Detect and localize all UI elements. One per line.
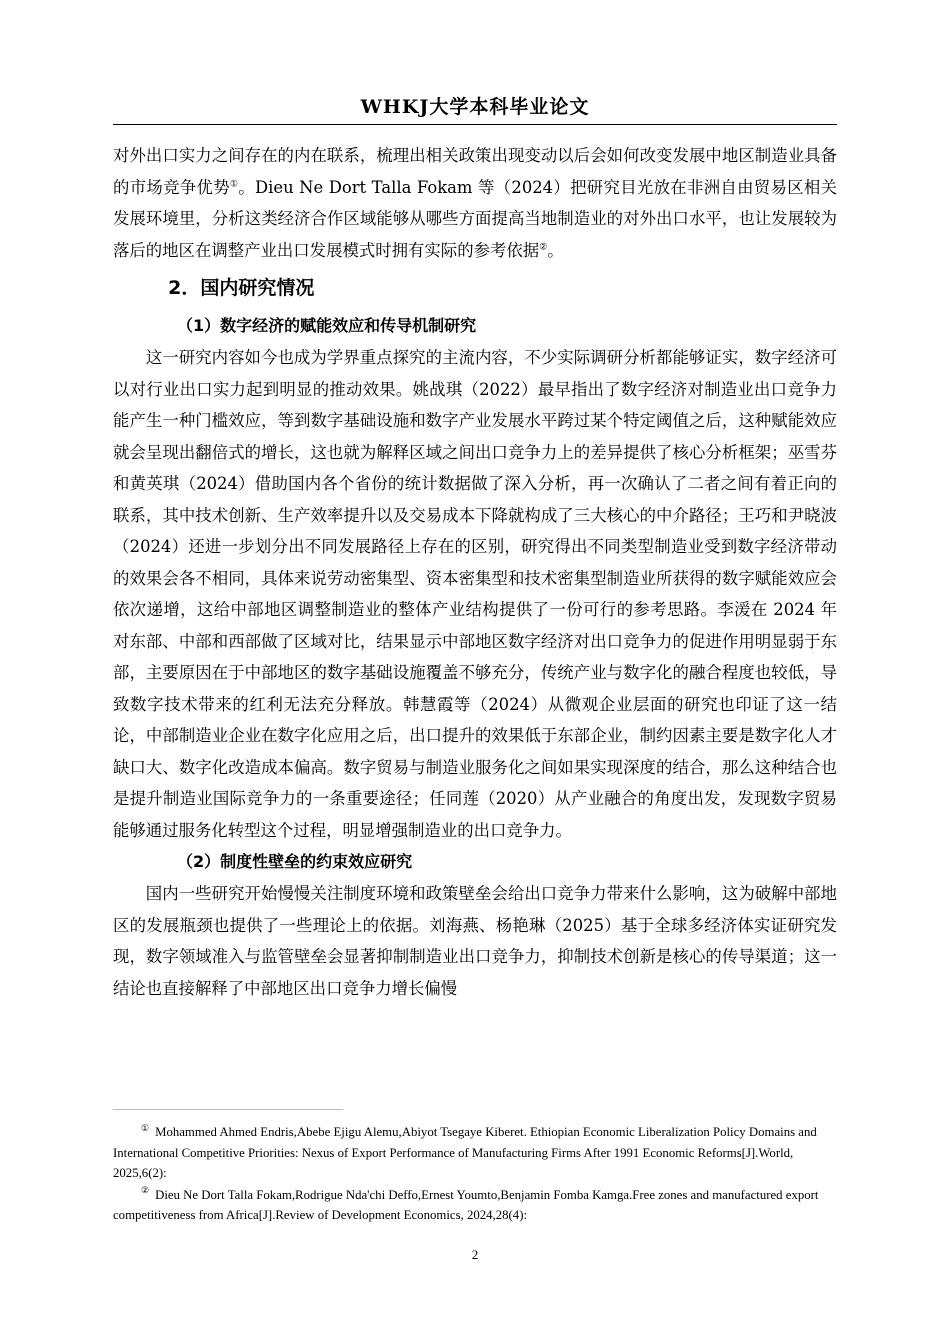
subsection-heading-2: （2）制度性壁垒的约束效应研究 (177, 852, 413, 871)
footnote-ref-2[interactable]: ② (539, 242, 548, 253)
footnote-divider (113, 1109, 343, 1110)
paragraph-text: 。 (547, 240, 564, 260)
subsection-1-paragraph: 这一研究内容如今也成为学界重点探究的主流内容，不少实际调研分析都能够证实，数字经济可以对行业出口实力起到明显的推动效果。姚战琪（2022）最早指出了数字经济对制造业出口竞争力能产生一种门槛效应，等到数字基础设施和数字产业发展水平跨过某个特定阈值之后，这种赋能效应就会呈现出翻倍式的增长，这也就为解释区域之间出口竞争力上的差异提供了核心分析框架；巫雪芬和黄英琪（2024）借助国内各个省份的统计数据做了深入分析，再一次确认了二者之间有着正向的联系，其中技术创新、生产效率提升以及交易成本下降就构成了三大核心的中介路径；王巧和尹晓波（2024）还进一步划分出不同发展路径上存在的区别，研究得出不同类型制造业受到数字经济带动的效果会各不相同，具体来说劳动密集型、资本密集型和技术密集型制造业所获得的数字赋能效应会依次递增，这给中部地区调整制造业的整体产业结构提供了一份可行的参考思路。李湲在 2024 年对东部、中部和西部做了区域对比，结果显示中部地区数字经济对出口竞争力的促进作用明显弱于东部，主要原因在于中部地区的数字基础设施覆盖不够充分，传统产业与数字化的融合程度也较低，导致数字技术带来的红利无法充分释放。韩慧霞等（2024）从微观企业层面的研究也印证了这一结论，中部制造业企业在数字化应用之后，出口提升的效果低于东部企业，制约因素主要是数字化人才缺口大、数字化改造成本偏高。数字贸易与制造业服务化之间如果实现深度的结合，那么这种结合也是提升制造业国际竞争力的一条重要途径；任同莲（2020）从产业融合的角度出发，发现数字贸易能够通过服务化转型这个过程，明显增强制造业的出口竞争力。 (113, 348, 837, 840)
footnote-text-2: Dieu Ne Dort Talla Fokam,Rodrigue Nda'chi Deffo,Ernest Youmto,Benjamin Fomba Kamga.Free zones and manufactured export competitiveness from Africa[J].Review of Development Economics, 2024,28(4): (113, 1187, 819, 1222)
paragraph-text: 。Dieu Ne Dort Talla Fokam 等（2024）把研究目光放在非洲自由贸易区相关发展环境里，分析这类经济合作区域能够从哪些方面提高当地制造业的对外出口水平，也让发展较为落后的地区在调整产业出口发展模式时拥有实际的参考依据 (113, 177, 838, 260)
footnotes (113, 1122, 837, 1227)
footnote-ref-1[interactable]: ① (229, 179, 239, 190)
running-header: WHKJ大学本科毕业论文 (360, 96, 590, 118)
subsection-heading-1: （1）数字经济的赋能效应和传导机制研究 (177, 316, 477, 335)
subsection-2-paragraph: 国内一些研究开始慢慢关注制度环境和政策壁垒会给出口竞争力带来什么影响，这为破解中部地区的发展瓶颈也提供了一些理论上的依据。刘海燕、杨艳琳（2025）基于全球多经济体实证研究发现，数字领域准入与监管壁垒会显著抑制制造业出口竞争力，抑制技术创新是核心的传导渠道；这一结论也直接解释了中部地区出口竞争力增长偏慢 (113, 884, 837, 998)
header-divider (113, 124, 837, 125)
page-number: 2 (471, 1247, 479, 1262)
footnote-1: ① Mohammed Ahmed Endris,Abebe Ejigu Alemu,Abiyot Tsegaye Kiberet. Ethiopian Economic Liberalization Policy Domains and International Competitive Priorities: Nexus of Export Performance of Manufacturing Firms After 1991 Economic Reforms[J].World, 2025,6(2): (113, 1122, 817, 1180)
footnote-2: ② Dieu Ne Dort Talla Fokam,Rodrigue Nda'chi Deffo,Ernest Youmto,Benjamin Fomba Kamga.Free zones and manufactured export competitiveness from Africa[J].Review of Development Economics, 2024,28(4): (113, 1185, 819, 1222)
footnote-text-1: Mohammed Ahmed Endris,Abebe Ejigu Alemu,Abiyot Tsegaye Kiberet. Ethiopian Economic Liberalization Policy Domains and International Competitive Priorities: Nexus of Export Performance of Manufacturing Firms After 1991 Economic Reforms[J].World, 2025,6(2): (113, 1125, 817, 1180)
continued-paragraph (113, 140, 837, 266)
section-heading: 2．国内研究情况 (168, 277, 315, 299)
body-text (113, 140, 837, 1004)
paragraph-text: 对外出口实力之间存在的内在联系，梳理出相关政策出现变动以后会如何改变发展中地区制造业具备的市场竞争优势 (113, 146, 837, 197)
